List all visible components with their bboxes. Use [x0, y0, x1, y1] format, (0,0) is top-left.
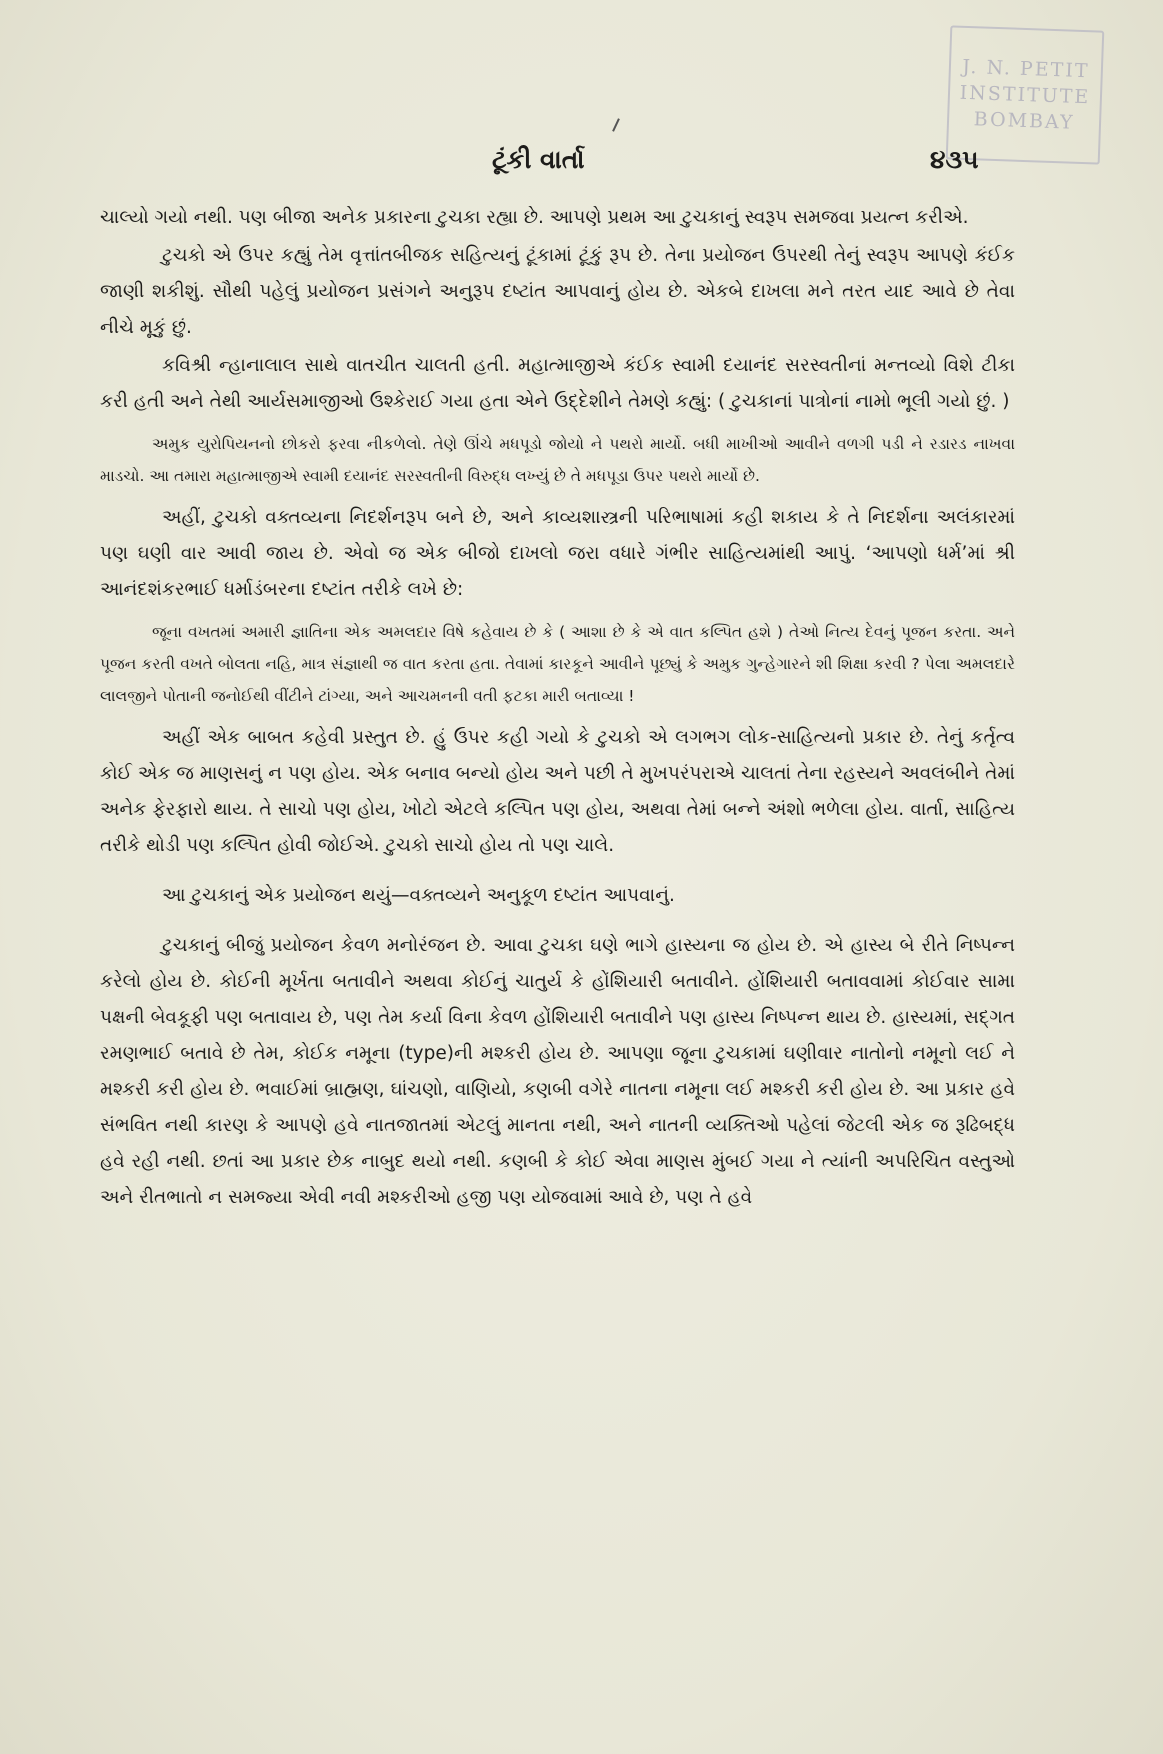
paragraph-5: અહીં એક બાબત કહેવી પ્રસ્તુત છે. હું ઉપર કહી ગયો કે ટુચકો એ લગભગ લોક-સાહિત્યનો પ્રકાર છે. તેનું કર્તૃત્વ કોઈ એક જ માણસનું ન પણ હોય. એક બનાવ બન્યો હોય અને પછી તે મુખપરંપરાએ ચાલતાં તેના રહસ્યને અવલંબીને તેમાં અનેક ફેરફારો થાય. તે સાચો પણ હોય, ખોટો એટલે કલ્પિત પણ હોય, અથવા તેમાં બન્ને અંશો ભળેલા હોય. વાર્તા, સાહિત્ય તરીકે થોડી પણ કલ્પિત હોવી જોઈએ. ટુચકો સાચો હોય તો પણ ચાલે. [100, 727, 1016, 856]
paragraph-1: ચાલ્યો ગયો નથી. પણ બીજા અનેક પ્રકારના ટુચકા રહ્યા છે. આપણે પ્રથમ આ ટુચકાનું સ્વરૂપ સમજવા પ્રયત્ન કરીએ. [100, 207, 969, 228]
page-body [100, 200, 1015, 1216]
pencil-mark [612, 118, 620, 132]
paragraph-4: અહીં, ટુચકો વક્તવ્યના નિદર્શનરૂપ બને છે, અને કાવ્યશાસ્ત્રની પરિભાષામાં કહી શકાય કે તે નિદર્શના અલંકારમાં પણ ઘણી વાર આવી જાય છે. એવો જ એક બીજો દાખલો જરા વધારે ગંભીર સાહિત્યમાંથી આપું. ‘આપણો ધર્મ’માં શ્રી આનંદશંકરભાઈ ધર્માડંબરના દષ્ટાંત તરીકે લખે છે: [100, 507, 1015, 600]
running-header [0, 145, 1163, 185]
stamp-line-2: INSTITUTE [959, 81, 1091, 109]
running-title: ટૂંકી વાર્તા [492, 145, 585, 174]
quote-1: અમુક યુરોપિયનનો છોકરો ફરવા નીકળેલો. તેણે ઊંચે મધપૂડો જોયો ને પથરો માર્યો. બધી માખીઓ આવીને વળગી પડી ને રડારડ નાખવા માડચો. આ તમારા મહાત્માજીએ સ્વામી દયાનંદ સરસ્વતીની વિરુદ્ધ લખ્યું છે તે મધપૂડા ઉપર પથરો માર્યો છે. [100, 435, 1015, 485]
paragraph-2: ટુચકો એ ઉપર કહ્યું તેમ વૃત્તાંતબીજક સહિત્યનું ટૂંકામાં ટૂંકું રૂપ છે. તેના પ્રયોજન ઉપરથી તેનું સ્વરૂપ આપણે કંઈક જાણી શકીશું. સૌથી પહેલું પ્રયોજન પ્રસંગને અનુરૂપ દષ્ટાંત આપવાનું હોય છે. એકબે દાખલા મને તરત યાદ આવે છે તેવા નીચે મૂકું છું. [100, 245, 1015, 338]
paragraph-3: કવિશ્રી ન્હાનાલાલ સાથે વાતચીત ચાલતી હતી. મહાત્માજીએ કંઈક સ્વામી દયાનંદ સરસ્વતીનાં મન્તવ્યો વિશે ટીકા કરી હતી અને તેથી આર્યસમાજીઓ ઉશ્કેરાઈ ગયા હતા એને ઉદ્દેશીને તેમણે કહ્યું: ( ટુચકાનાં પાત્રોનાં નામો ભૂલી ગયો છું. ) [100, 355, 1015, 412]
library-stamp [946, 25, 1105, 164]
stamp-line-3: BOMBAY [973, 108, 1075, 134]
page-number: ૪૩૫ [930, 145, 979, 174]
quote-2: જૂના વખતમાં અમારી જ્ઞાતિના એક અમલદાર વિષે કહેવાય છે કે ( આશા છે કે એ વાત કલ્પિત હશે ) તેઓ નિત્ય દેવનું પૂજન કરતા. અને પૂજન કરતી વખતે બોલતા નહિ, માત્ર સંજ્ઞાથી જ વાત કરતા હતા. તેવામાં કારકૂને આવીને પૂછ્યું કે અમુક ગુન્હેગારને શી શિક્ષા કરવી ? પેલા અમલદારે લાલજીને પોતાની જનોઈથી વીંટીને ટાંગ્યા, અને આચમનની વતી ફટકા મારી બતાવ્યા ! [100, 623, 1015, 705]
stamp-line-1: J. N. PETIT [961, 55, 1090, 83]
paragraph-6: આ ટુચકાનું એક પ્રયોજન થયું—વક્તવ્યને અનુકૂળ દષ્ટાંત આપવાનું. [162, 885, 675, 906]
paragraph-7: ટુચકાનું બીજું પ્રયોજન કેવળ મનોરંજન છે. આવા ટુચકા ઘણે ભાગે હાસ્યના જ હોય છે. એ હાસ્ય બે રીતે નિષ્પન્ન કરેલો હોય છે. કોઈની મૂર્ખતા બતાવીને અથવા કોઈનું ચાતુર્ય કે હોંશિયારી બતાવીને. હોંશિયારી બતાવવામાં કોઈવાર સામા પક્ષની બેવકૂફી પણ બતાવાય છે, પણ તેમ કર્યા વિના કેવળ હોંશિયારી બતાવીને પણ હાસ્ય નિષ્પન્ન થાય છે. હાસ્યમાં, સદ્ગત રમણભાઈ બતાવે છે તેમ, કોઈક નમૂના (type)ની મશ્કરી હોય છે. આપણા જૂના ટુચકામાં ઘણીવાર નાતોનો નમૂનો લઈ ને મશ્કરી કરી હોય છે. ભવાઈમાં બ્રાહ્મણ, ઘાંચણો, વાણિયો, કણબી વગેરે નાતના નમૂના લઈ મશ્કરી કરી હોય છે. આ પ્રકાર હવે સંભવિત નથી કારણ કે આપણે હવે નાતજાતમાં એટલું માનતા નથી, અને નાતની વ્યક્તિઓ પહેલાં જેટલી એક જ રૂઢિબદ્ધ હવે રહી નથી. છતાં આ પ્રકાર છેક નાબુદ થયો નથી. કણબી કે કોઈ એવા માણસ મુંબઈ ગયા ને ત્યાંની અપરિચિત વસ્તુઓ અને રીતભાતો ન સમજ્યા એવી નવી મશ્કરીઓ હજી પણ યોજવામાં આવે છે, પણ તે હવે [100, 935, 1015, 1208]
